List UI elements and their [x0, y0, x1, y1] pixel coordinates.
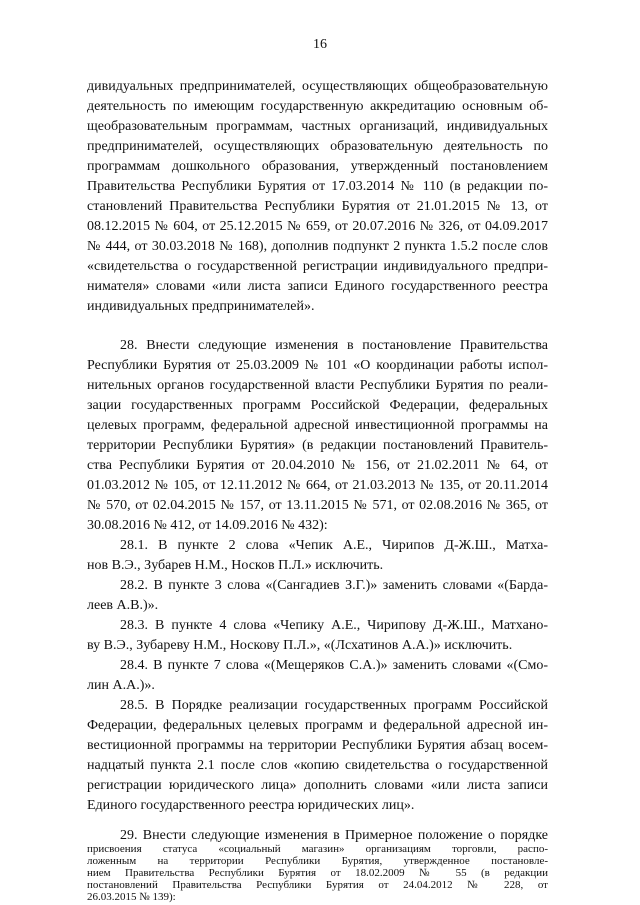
text-line: № 570, от 02.04.2015 № 157, от 13.11.2015 № 571, от 02.08.2016 № 365, от — [87, 498, 548, 513]
page-number: 16 — [313, 37, 327, 52]
text-line: территории Республики Бурятия» (в редакции постановлений Правитель- — [87, 438, 548, 453]
paragraph-28-heading-line: 28. Внести следующие изменения в постановление Правительства — [120, 338, 548, 353]
item-28-1-line: 28.1. В пункте 2 слова «Чепик А.Е., Чирипов Д-Ж.Ш., Матха- — [120, 538, 548, 553]
text-line: ву В.Э., Зубареву Н.М., Носкову П.Л.», «(Лсхатинов А.А.)» исключить. — [87, 638, 513, 653]
text-line: деятельность по имеющим государственную аккредитацию основным об- — [87, 99, 548, 114]
text-line: № 444, от 30.03.2018 № 168), дополнив подпункт 2 пункта 1.5.2 после слов — [87, 239, 548, 254]
text-line: Правительства Республики Бурятия от 17.03.2014 № 110 (в редакции по- — [87, 179, 548, 194]
text-line: «свидетельства о государственной регистрации индивидуального предпри- — [87, 259, 548, 274]
text-line: постановлений Правительства Республики Бурятия от 24.04.2012 № 228, от — [87, 879, 548, 891]
text-line: присвоения статуса «социальный магазин» организациям торговли, распо- — [87, 843, 548, 855]
text-line: нительных органов государственной власти Республики Бурятия по реали- — [87, 378, 548, 393]
text-line: щеобразовательным программам, частных организаций, индивидуальных — [87, 119, 548, 134]
text-line: индивидуальных предпринимателей». — [87, 299, 315, 314]
text-line: дивидуальных предпринимателей, осуществляющих общеобразовательную — [87, 79, 548, 94]
text-line: нием Правительства Республики Бурятия от 18.02.2009 № 55 (в редакции — [87, 867, 548, 879]
text-line: зации государственных программ Российской Федерации, федеральных — [87, 398, 548, 413]
text-line: нимателя» словами «или листа записи Единого государственного реестра — [87, 279, 548, 294]
text-line: целевых программ, федеральной адресной инвестиционной программы на — [87, 418, 548, 433]
text-line: Республики Бурятия от 25.03.2009 № 101 «О координации работы испол- — [87, 358, 548, 373]
text-line: надцатый пункта 2.1 после слов «копию свидетельства о государственной — [87, 758, 548, 773]
text-line: регистрации юридического лица» дополнить словами «или листа записи — [87, 778, 548, 793]
text-line: Федерации, федеральных целевых программ и федеральной адресной ин- — [87, 718, 548, 733]
text-line: 30.08.2016 № 412, от 14.09.2016 № 432): — [87, 518, 328, 533]
text-line: вестиционной программы на территории Республики Бурятия абзац восем- — [87, 738, 548, 753]
text-line: ства Республики Бурятия от 20.04.2010 № 156, от 21.02.2011 № 64, от — [87, 458, 548, 473]
text-line: становлений Правительства Республики Бурятия от 21.01.2015 № 13, от — [87, 199, 548, 214]
text-line: 08.12.2015 № 604, от 25.12.2015 № 659, от 20.07.2016 № 326, от 04.09.2017 — [87, 219, 548, 234]
text-line: программам дошкольного образования, утвержденный постановлением — [87, 159, 548, 174]
text-line: лин А.А.)». — [87, 678, 155, 693]
text-line: Единого государственного реестра юридических лиц». — [87, 798, 415, 813]
text-line: 26.03.2015 № 139): — [87, 891, 176, 903]
paragraph-29-heading-line: 29. Внести следующие изменения в Примерное положение о порядке — [120, 828, 548, 843]
item-28-3-line: 28.3. В пункте 4 слова «Чепику А.Е., Чирипову Д-Ж.Ш., Матхано- — [120, 618, 548, 633]
item-28-2-line: 28.2. В пункте 3 слова «(Сангадиев З.Г.)» заменить словами «(Барда- — [120, 578, 548, 593]
item-28-5-line: 28.5. В Порядке реализации государственных программ Российской — [120, 698, 548, 713]
text-line: леев А.В.)». — [87, 598, 159, 613]
item-28-4-line: 28.4. В пункте 7 слова «(Мещеряков С.А.)» заменить словами «(Смо- — [120, 658, 548, 673]
text-line: 01.03.2012 № 105, от 12.11.2012 № 664, от 21.03.2013 № 135, от 20.11.2014 — [87, 478, 548, 493]
text-line: нов В.Э., Зубарев Н.М., Носков П.Л.» исключить. — [87, 558, 384, 573]
text-line: ложенным на территории Республики Бурятия, утвержденное постановле- — [87, 855, 548, 867]
text-line: предпринимателей, осуществляющих образовательную деятельность по — [87, 139, 548, 154]
